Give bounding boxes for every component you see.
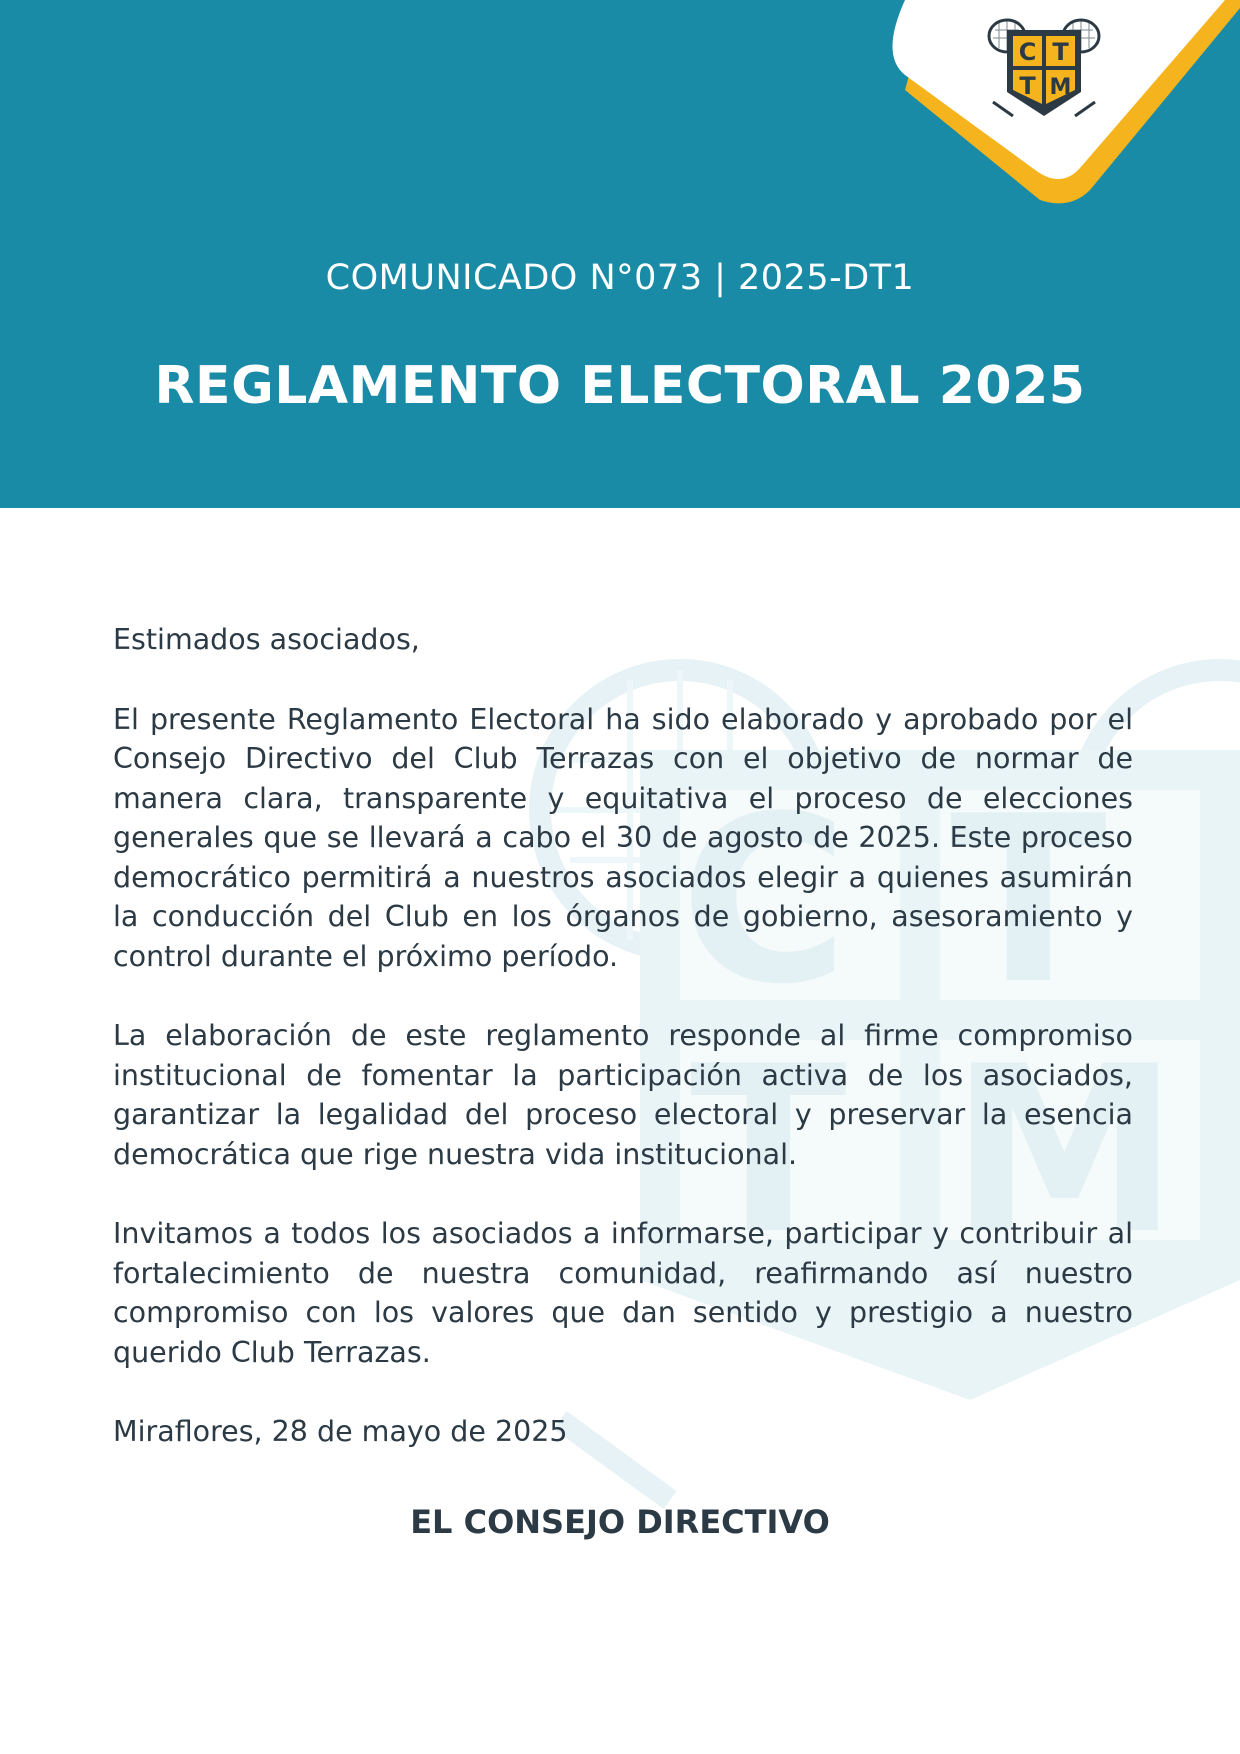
page-title: REGLAMENTO ELECTORAL 2025: [154, 356, 1086, 416]
greeting: Estimados asociados,: [113, 623, 420, 656]
logo-letter-m: M: [1049, 75, 1072, 100]
svg-text:T: T: [950, 768, 1107, 1035]
date-line: Miraflores, 28 de mayo de 2025: [113, 1415, 568, 1448]
comunicado-number: COMUNICADO N°073 | 2025-DT1: [325, 258, 915, 298]
logo-letter-t1: T: [1052, 38, 1069, 66]
paragraph-1: El presente Reglamento Electoral ha sido elaborado y aprobado por el Consejo Directivo del Club Terrazas con el objetivo de normar de manera clara, transparente y equitativa el proceso de elecciones generales que se llevará a cabo el 30 de agosto de 2025. Este proceso democrático permitirá a nuestros asociados elegir a quienes asumirán la conducción del Club en los órganos de gobierno, asesoramiento y control durante el próximo período.: [113, 702, 1133, 973]
svg-text:M: M: [950, 1018, 1179, 1285]
svg-text:T: T: [690, 1018, 847, 1285]
header-band: [0, 0, 1240, 508]
letter-body: [113, 620, 1133, 1502]
club-logo-icon: [985, 12, 1103, 122]
svg-text:C: C: [680, 768, 849, 1035]
paragraph-3: Invitamos a todos los asociados a informarse, participar y contribuir al fortalecimiento de nuestra comunidad, reafirmando así nuestro compromiso con los valores que dan sentido y prestigio a nuestro querido Club Terrazas.: [113, 1217, 1133, 1369]
paragraph-2: La elaboración de este reglamento responde al firme compromiso institucional de fomentar la participación activa de los asociados, garantizar la legalidad del proceso electoral y preservar la esencia democrática que rige nuestra vida institucional.: [113, 1019, 1133, 1171]
signature: EL CONSEJO DIRECTIVO: [410, 1503, 830, 1541]
logo-letter-t2: T: [1019, 72, 1036, 100]
logo-letter-c: C: [1018, 38, 1037, 66]
